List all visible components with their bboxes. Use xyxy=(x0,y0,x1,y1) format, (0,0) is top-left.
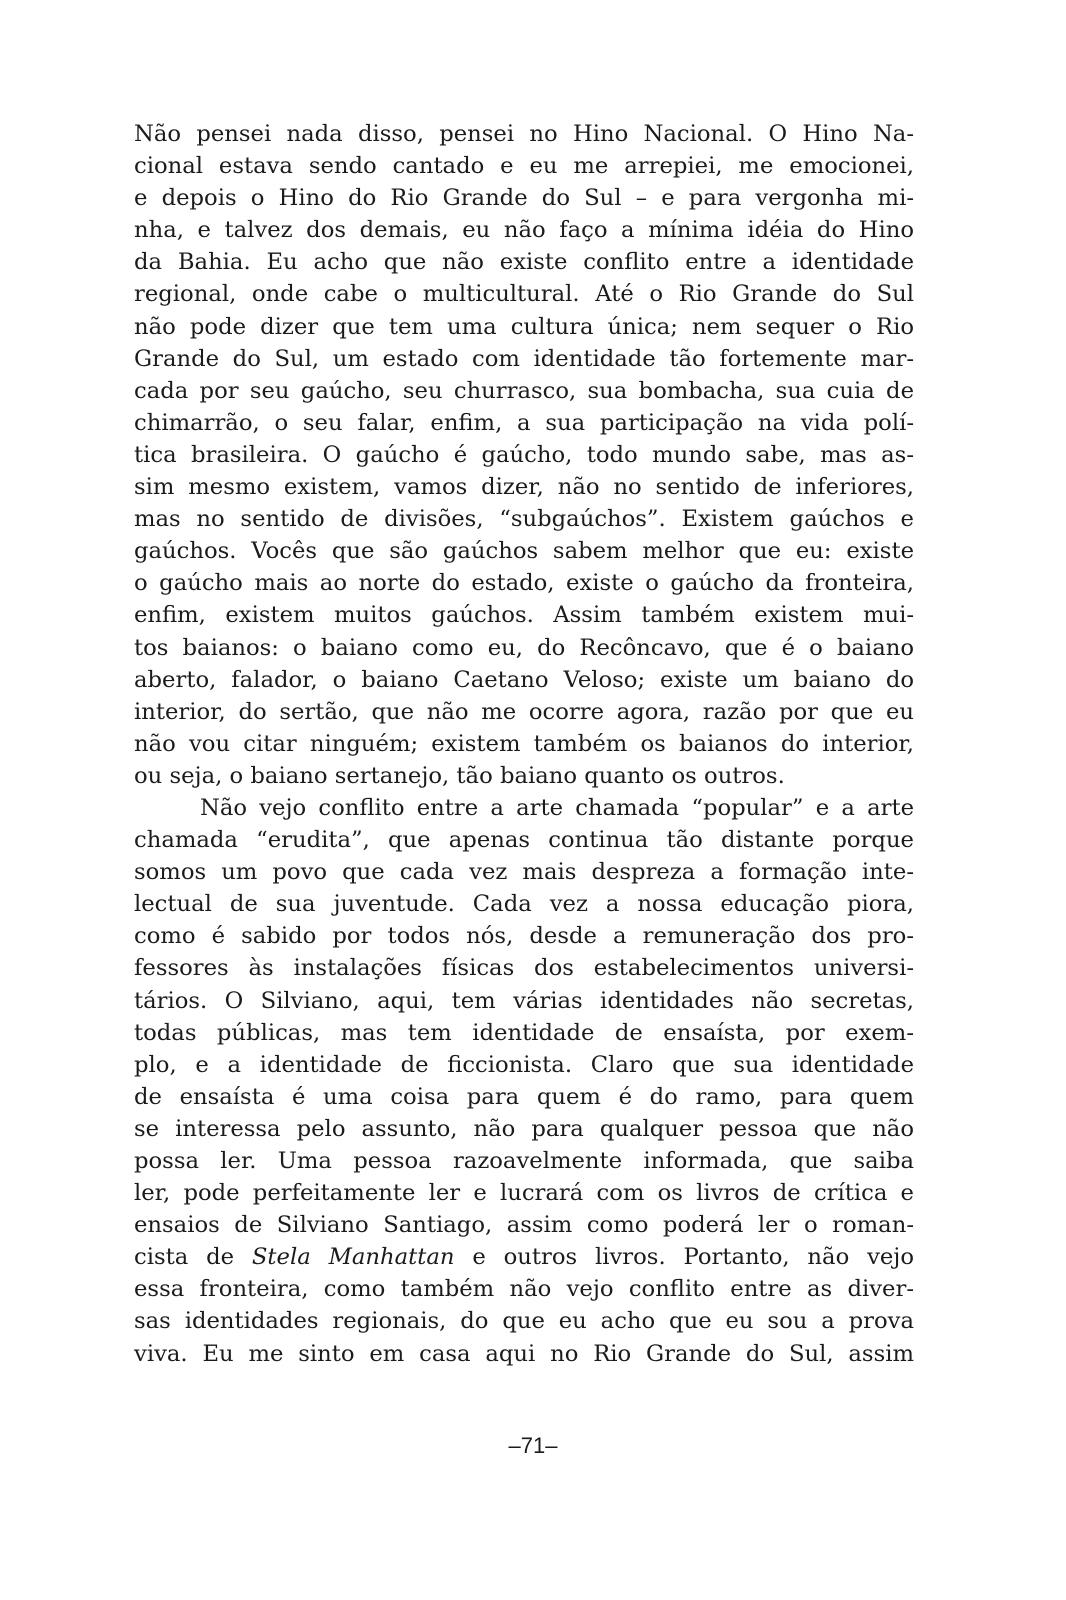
text-line: mas no sentido de divisões, “subgaúchos”. Existem gaúchos e xyxy=(134,506,914,533)
text-line: sas identidades regionais, do que eu acho que eu sou a prova xyxy=(134,1308,914,1335)
book-title-italic: Stela Manhattan xyxy=(251,1244,455,1271)
text-line: possa ler. Uma pessoa razoavelmente informada, que saiba xyxy=(134,1148,914,1174)
text-line: Grande do Sul, um estado com identidade tão fortemente mar- xyxy=(134,345,914,372)
text-line: aberto, falador, o baiano Caetano Veloso; existe um baiano do xyxy=(134,666,914,693)
text-line: viva. Eu me sinto em casa aqui no Rio Grande do Sul, assim xyxy=(134,1340,914,1367)
text-line: sim mesmo existem, vamos dizer, não no sentido de inferiores, xyxy=(134,474,914,501)
text-line: o gaúcho mais ao norte do estado, existe o gaúcho da fronteira, xyxy=(134,570,914,597)
text-line: todas públicas, mas tem identidade de ensaísta, por exem- xyxy=(134,1019,914,1046)
text-line: não vou citar ninguém; existem também os baianos do interior, xyxy=(134,730,914,757)
text-line: enfim, existem muitos gaúchos. Assim também existem mui- xyxy=(134,602,914,629)
text-line: somos um povo que cada vez mais despreza a formação inte- xyxy=(134,859,914,886)
text-line: ensaios de Silviano Santiago, assim como poderá ler o roman- xyxy=(134,1212,914,1239)
text-line: cional estava sendo cantado e eu me arrepiei, me emocionei, xyxy=(134,153,914,180)
text-line: lectual de sua juventude. Cada vez a nossa educação piora, xyxy=(134,891,914,918)
text-line: interior, do sertão, que não me ocorre agora, razão por que eu xyxy=(134,698,914,725)
text-line: Não pensei nada disso, pensei no Hino Nacional. O Hino Na- xyxy=(134,121,914,147)
text-line: se interessa pelo assunto, não para qualquer pessoa que não xyxy=(134,1115,914,1142)
text-line: essa fronteira, como também não vejo conflito entre as diver- xyxy=(134,1276,914,1303)
text-line: ou seja, o baiano sertanejo, tão baiano quanto os outros. xyxy=(134,762,785,789)
text-line: plo, e a identidade de ficcionista. Claro que sua identidade xyxy=(134,1051,914,1078)
line-text-before-title: cista de xyxy=(134,1244,252,1271)
body-text xyxy=(134,118,914,1370)
text-line: tários. O Silviano, aqui, tem várias identidades não secretas, xyxy=(134,987,914,1014)
text-line: cada por seu gaúcho, seu churrasco, sua bombacha, sua cuia de xyxy=(134,377,914,404)
page-number: –71– xyxy=(508,1433,558,1458)
text-line: nha, e talvez dos demais, eu não faço a mínima idéia do Hino xyxy=(134,217,914,244)
text-line: gaúchos. Vocês que são gaúchos sabem melhor que eu: existe xyxy=(134,538,914,565)
text-line-with-italic-title xyxy=(134,1241,914,1273)
text-line: como é sabido por todos nós, desde a remuneração dos pro- xyxy=(134,923,914,950)
line-text-after-title: e outros livros. Portanto, não vejo xyxy=(454,1244,915,1271)
text-line: tos baianos: o baiano como eu, do Recôncavo, que é o baiano xyxy=(134,634,914,661)
text-line: não pode dizer que tem uma cultura única; nem sequer o Rio xyxy=(134,313,914,340)
text-line: chamada “erudita”, que apenas continua tão distante porque xyxy=(134,827,914,854)
text-line: chimarrão, o seu falar, enfim, a sua participação na vida polí- xyxy=(134,409,914,436)
paragraph-first-line: Não vejo conflito entre a arte chamada “popular” e a arte xyxy=(200,794,914,821)
text-line: ler, pode perfeitamente ler e lucrará com os livros de crítica e xyxy=(134,1180,914,1207)
text-line: fessores às instalações físicas dos estabelecimentos universi- xyxy=(134,955,914,982)
text-line: tica brasileira. O gaúcho é gaúcho, todo mundo sabe, mas as- xyxy=(134,441,914,468)
text-line: e depois o Hino do Rio Grande do Sul – e para vergonha mi- xyxy=(134,185,914,212)
text-line: da Bahia. Eu acho que não existe conflito entre a identidade xyxy=(134,249,914,276)
text-line: de ensaísta é uma coisa para quem é do ramo, para quem xyxy=(134,1083,914,1110)
text-line: regional, onde cabe o multicultural. Até o Rio Grande do Sul xyxy=(134,281,914,308)
